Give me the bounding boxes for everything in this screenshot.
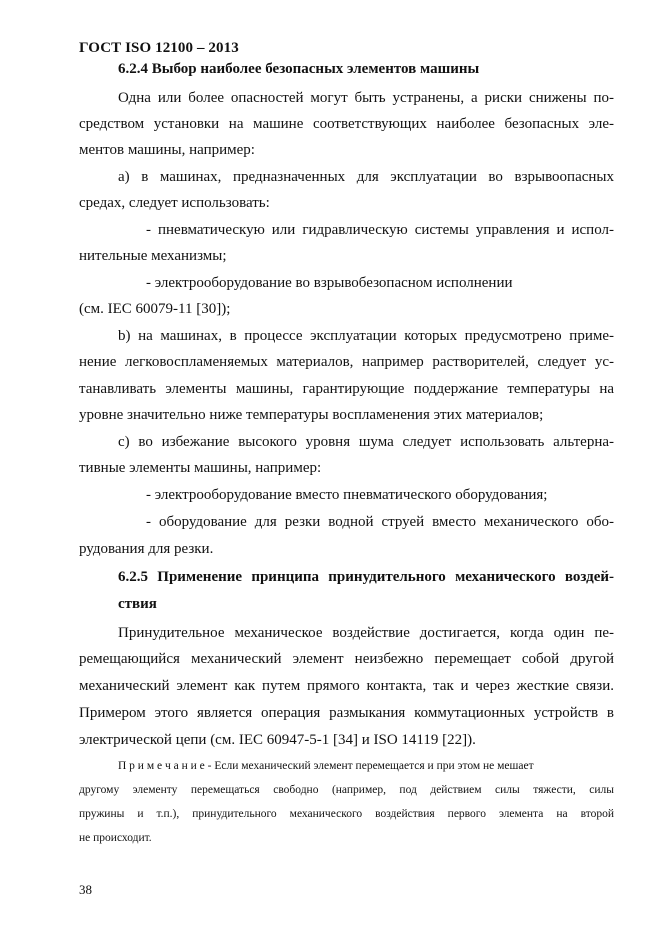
- list-item-c: c) во избежание высокого уровня шума следует использовать альтерна-: [118, 434, 614, 450]
- note-line: пружины и т.п.), принудительного механического воздействия первого элемента на второй: [79, 808, 614, 820]
- paragraph-line: электрической цепи (см. IEC 60947-5-1 [34] и ISO 14119 [22]).: [79, 732, 476, 748]
- note-line: не происходит.: [79, 832, 152, 844]
- list-item-b-cont: нение легковоспламеняемых материалов, например растворителей, следует ус-: [79, 354, 614, 370]
- section-6-2-4-title: 6.2.4 Выбор наиболее безопасных элементов машины: [118, 61, 480, 77]
- list-item-a: a) в машинах, предназначенных для эксплуатации во взрывоопасных: [118, 169, 614, 185]
- dash-item: - пневматическую или гидравлическую системы управления и испол-: [146, 222, 614, 238]
- paragraph-line: механический элемент как путем прямого контакта, так и через жесткие связи.: [79, 678, 614, 694]
- section-6-2-5-title: 6.2.5 Применение принципа принудительного механического воздей-: [118, 569, 614, 585]
- paragraph-line: ремещающийся механический элемент неизбежно перемещает собой другой: [79, 651, 614, 667]
- dash-item: - электрооборудование во взрывобезопасном исполнении: [146, 275, 513, 291]
- section-6-2-5-title-cont: ствия: [118, 596, 157, 612]
- dash-item-cont: рудования для резки.: [79, 541, 214, 557]
- reference-line: (см. IEC 60079-11 [30]);: [79, 301, 231, 317]
- dash-item: - электрооборудование вместо пневматического оборудования;: [146, 487, 548, 503]
- list-item-a-cont: средах, следует использовать:: [79, 195, 270, 211]
- paragraph-line: ментов машины, например:: [79, 142, 255, 158]
- list-item-b-cont: танавливать элементы машины, гарантирующие поддержание температуры на: [79, 381, 614, 397]
- paragraph-line: Одна или более опасностей могут быть устранены, а риски снижены по-: [118, 90, 614, 106]
- paragraph-line: Принудительное механическое воздействие достигается, когда один пе-: [118, 625, 614, 641]
- page-number: 38: [79, 882, 92, 897]
- list-item-b-cont: уровне значительно ниже температуры воспламенения этих материалов;: [79, 407, 544, 423]
- paragraph-line: Примером этого является операция размыкания коммутационных устройств в: [79, 705, 614, 721]
- dash-item-cont: нительные механизмы;: [79, 248, 227, 264]
- paragraph-line: средством установки на машине соответствующих наиболее безопасных эле-: [79, 116, 614, 132]
- dash-item: - оборудование для резки водной струей вместо механического обо-: [146, 514, 614, 530]
- list-item-b: b) на машинах, в процессе эксплуатации которых предусмотрено приме-: [118, 328, 614, 344]
- note-label: П р и м е ч а н и е: [118, 760, 205, 772]
- note-text: - Если механический элемент перемещается и при этом не мешает: [204, 760, 534, 772]
- note-line: другому элементу перемещаться свободно (например, под действием силы тяжести, силы: [79, 784, 614, 796]
- note-line: [118, 759, 534, 773]
- list-item-c-cont: тивные элементы машины, например:: [79, 460, 322, 476]
- standard-header: ГОСТ ISO 12100 – 2013: [79, 40, 239, 56]
